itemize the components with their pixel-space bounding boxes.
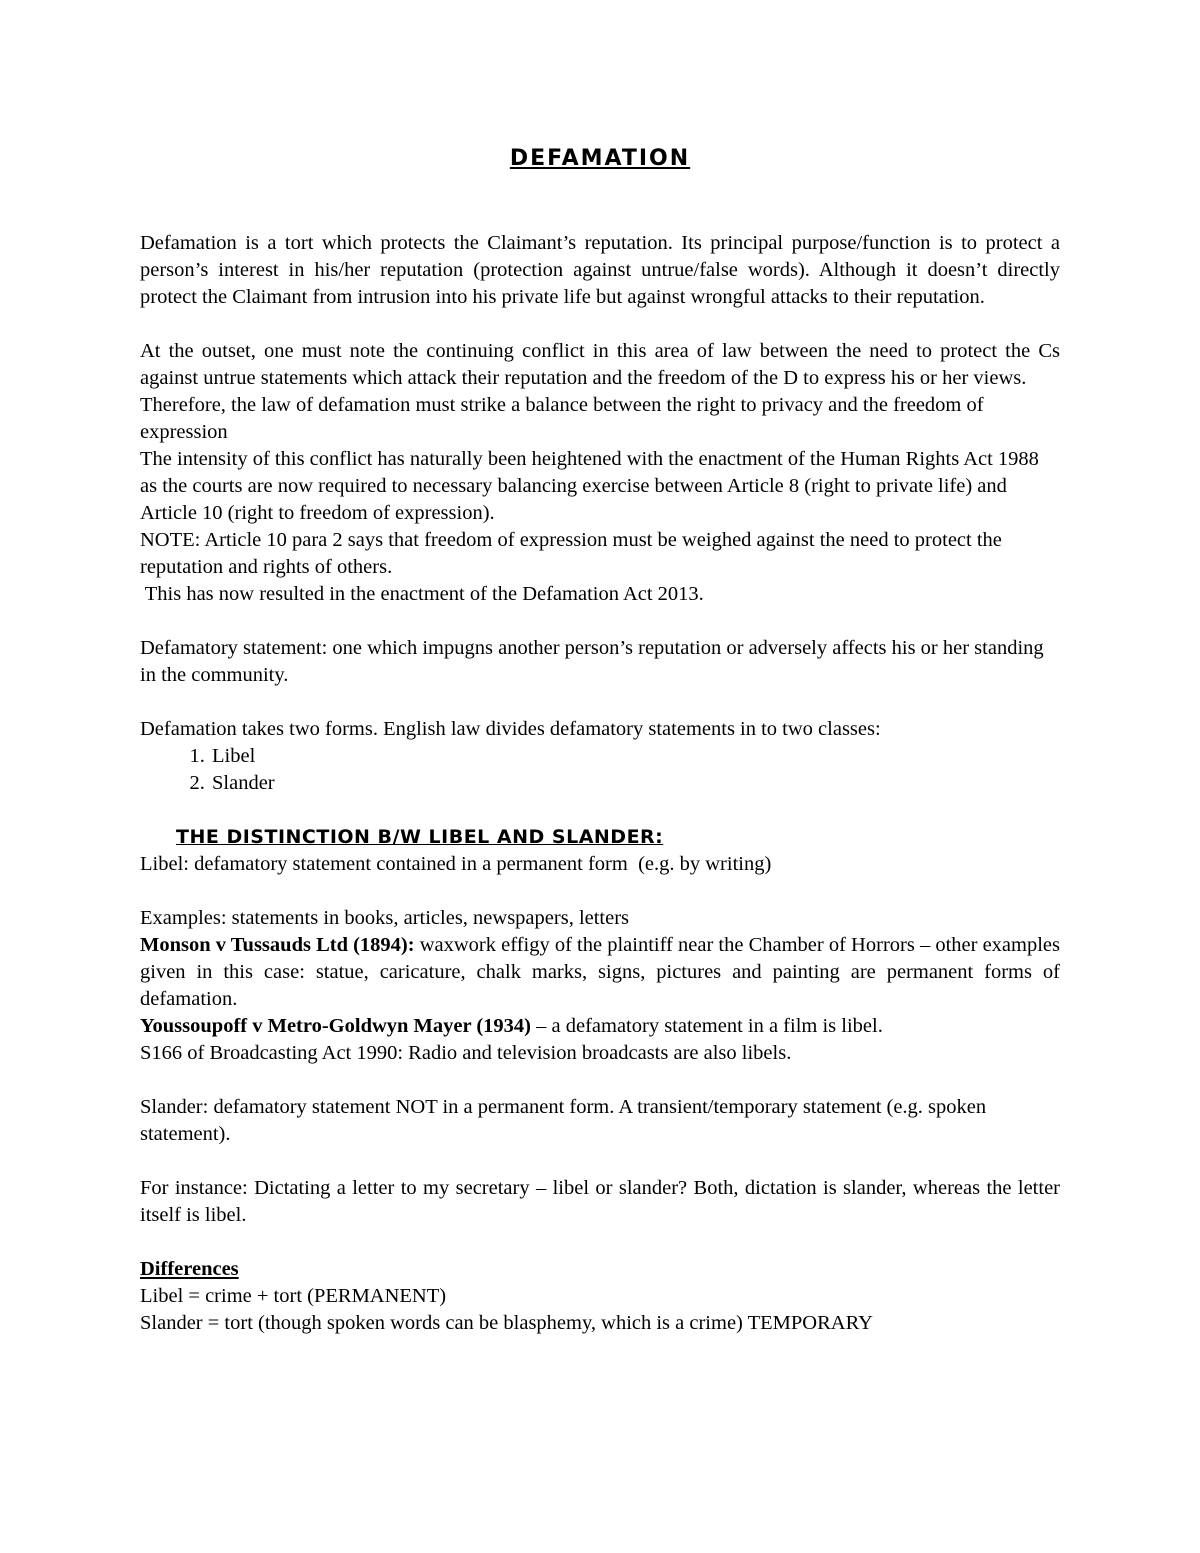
defamatory-statement-paragraph: Defamatory statement: one which impugns another person’s reputation or adversely affects his or her standing in the community.	[140, 637, 1044, 686]
differences-heading: Differences	[140, 1258, 239, 1280]
conflict-paragraph-2: Therefore, the law of defamation must strike a balance between the right to privacy and the freedom of expression	[140, 394, 984, 443]
instance-paragraph: For instance: Dictating a letter to my secretary – libel or slander? Both, dictation is slander, whereas the letter itself is libel.	[140, 1177, 1060, 1226]
intro-paragraph: Defamation is a tort which protects the Claimant’s reputation. Its principal purpose/function is to protect a person’s interest in his/her reputation (protection against untrue/false words). Although it doesn’t directly protect the Claimant from intrusion into his private life but against wrongful attacks to their reputation.	[140, 232, 1060, 308]
spacer	[140, 1148, 1060, 1175]
case-name: Youssoupoff v Metro-Goldwyn Mayer (1934)	[140, 1015, 532, 1037]
youssoupoff-case-paragraph	[140, 1013, 1060, 1040]
spacer	[140, 797, 1060, 824]
spacer	[140, 311, 1060, 338]
forms-list	[140, 743, 1060, 797]
document-title: DEFAMATION	[509, 146, 691, 171]
forms-intro: Defamation takes two forms. English law divides defamatory statements in to two classes:	[140, 718, 881, 740]
monson-case-paragraph	[140, 932, 1060, 1013]
spacer	[140, 1067, 1060, 1094]
conflict-paragraph-1: At the outset, one must note the continuing conflict in this area of law between the need to protect the Cs against untrue statements which attack their reputation and the freedom of the D to express his or her views.	[140, 340, 1060, 389]
libel-difference: Libel = crime + tort (PERMANENT)	[140, 1285, 447, 1307]
case-text: – a defamatory statement in a film is libel.	[531, 1015, 883, 1037]
spacer	[140, 878, 1060, 905]
conflict-paragraph-3: The intensity of this conflict has naturally been heightened with the enactment of the Human Rights Act 1988 as the courts are now required to necessary balancing exercise between Article 8 (right to private life) and Article 10 (right to freedom of expression).	[140, 448, 1039, 524]
defamation-act-paragraph: This has now resulted in the enactment of the Defamation Act 2013.	[140, 583, 704, 605]
note-paragraph: NOTE: Article 10 para 2 says that freedom of expression must be weighed against the need to protect the reputation and rights of others.	[140, 529, 1002, 578]
spacer	[140, 689, 1060, 716]
broadcasting-act-paragraph: S166 of Broadcasting Act 1990: Radio and television broadcasts are also libels.	[140, 1042, 792, 1064]
list-item: 1. Libel	[210, 743, 1060, 770]
distinction-heading: THE DISTINCTION B/W LIBEL AND SLANDER:	[176, 826, 664, 848]
case-name: Monson v Tussauds Ltd (1894):	[140, 934, 415, 956]
document-body	[140, 230, 1060, 1337]
spacer	[140, 608, 1060, 635]
libel-examples: Examples: statements in books, articles, newspapers, letters	[140, 907, 630, 929]
list-item: 2. Slander	[210, 770, 1060, 797]
spacer	[140, 1229, 1060, 1256]
libel-definition: Libel: defamatory statement contained in a permanent form (e.g. by writing)	[140, 853, 772, 875]
case-text: waxwork effigy of the plaintiff near the Chamber of Horrors – other examples given in this case: statue, caricature, chalk marks, signs, pictures and painting are permanent forms of defamation.	[140, 934, 1060, 1010]
slander-difference: Slander = tort (though spoken words can be blasphemy, which is a crime) TEMPORARY	[140, 1312, 873, 1334]
slander-definition: Slander: defamatory statement NOT in a permanent form. A transient/temporary statement (e.g. spoken statement).	[140, 1096, 987, 1145]
